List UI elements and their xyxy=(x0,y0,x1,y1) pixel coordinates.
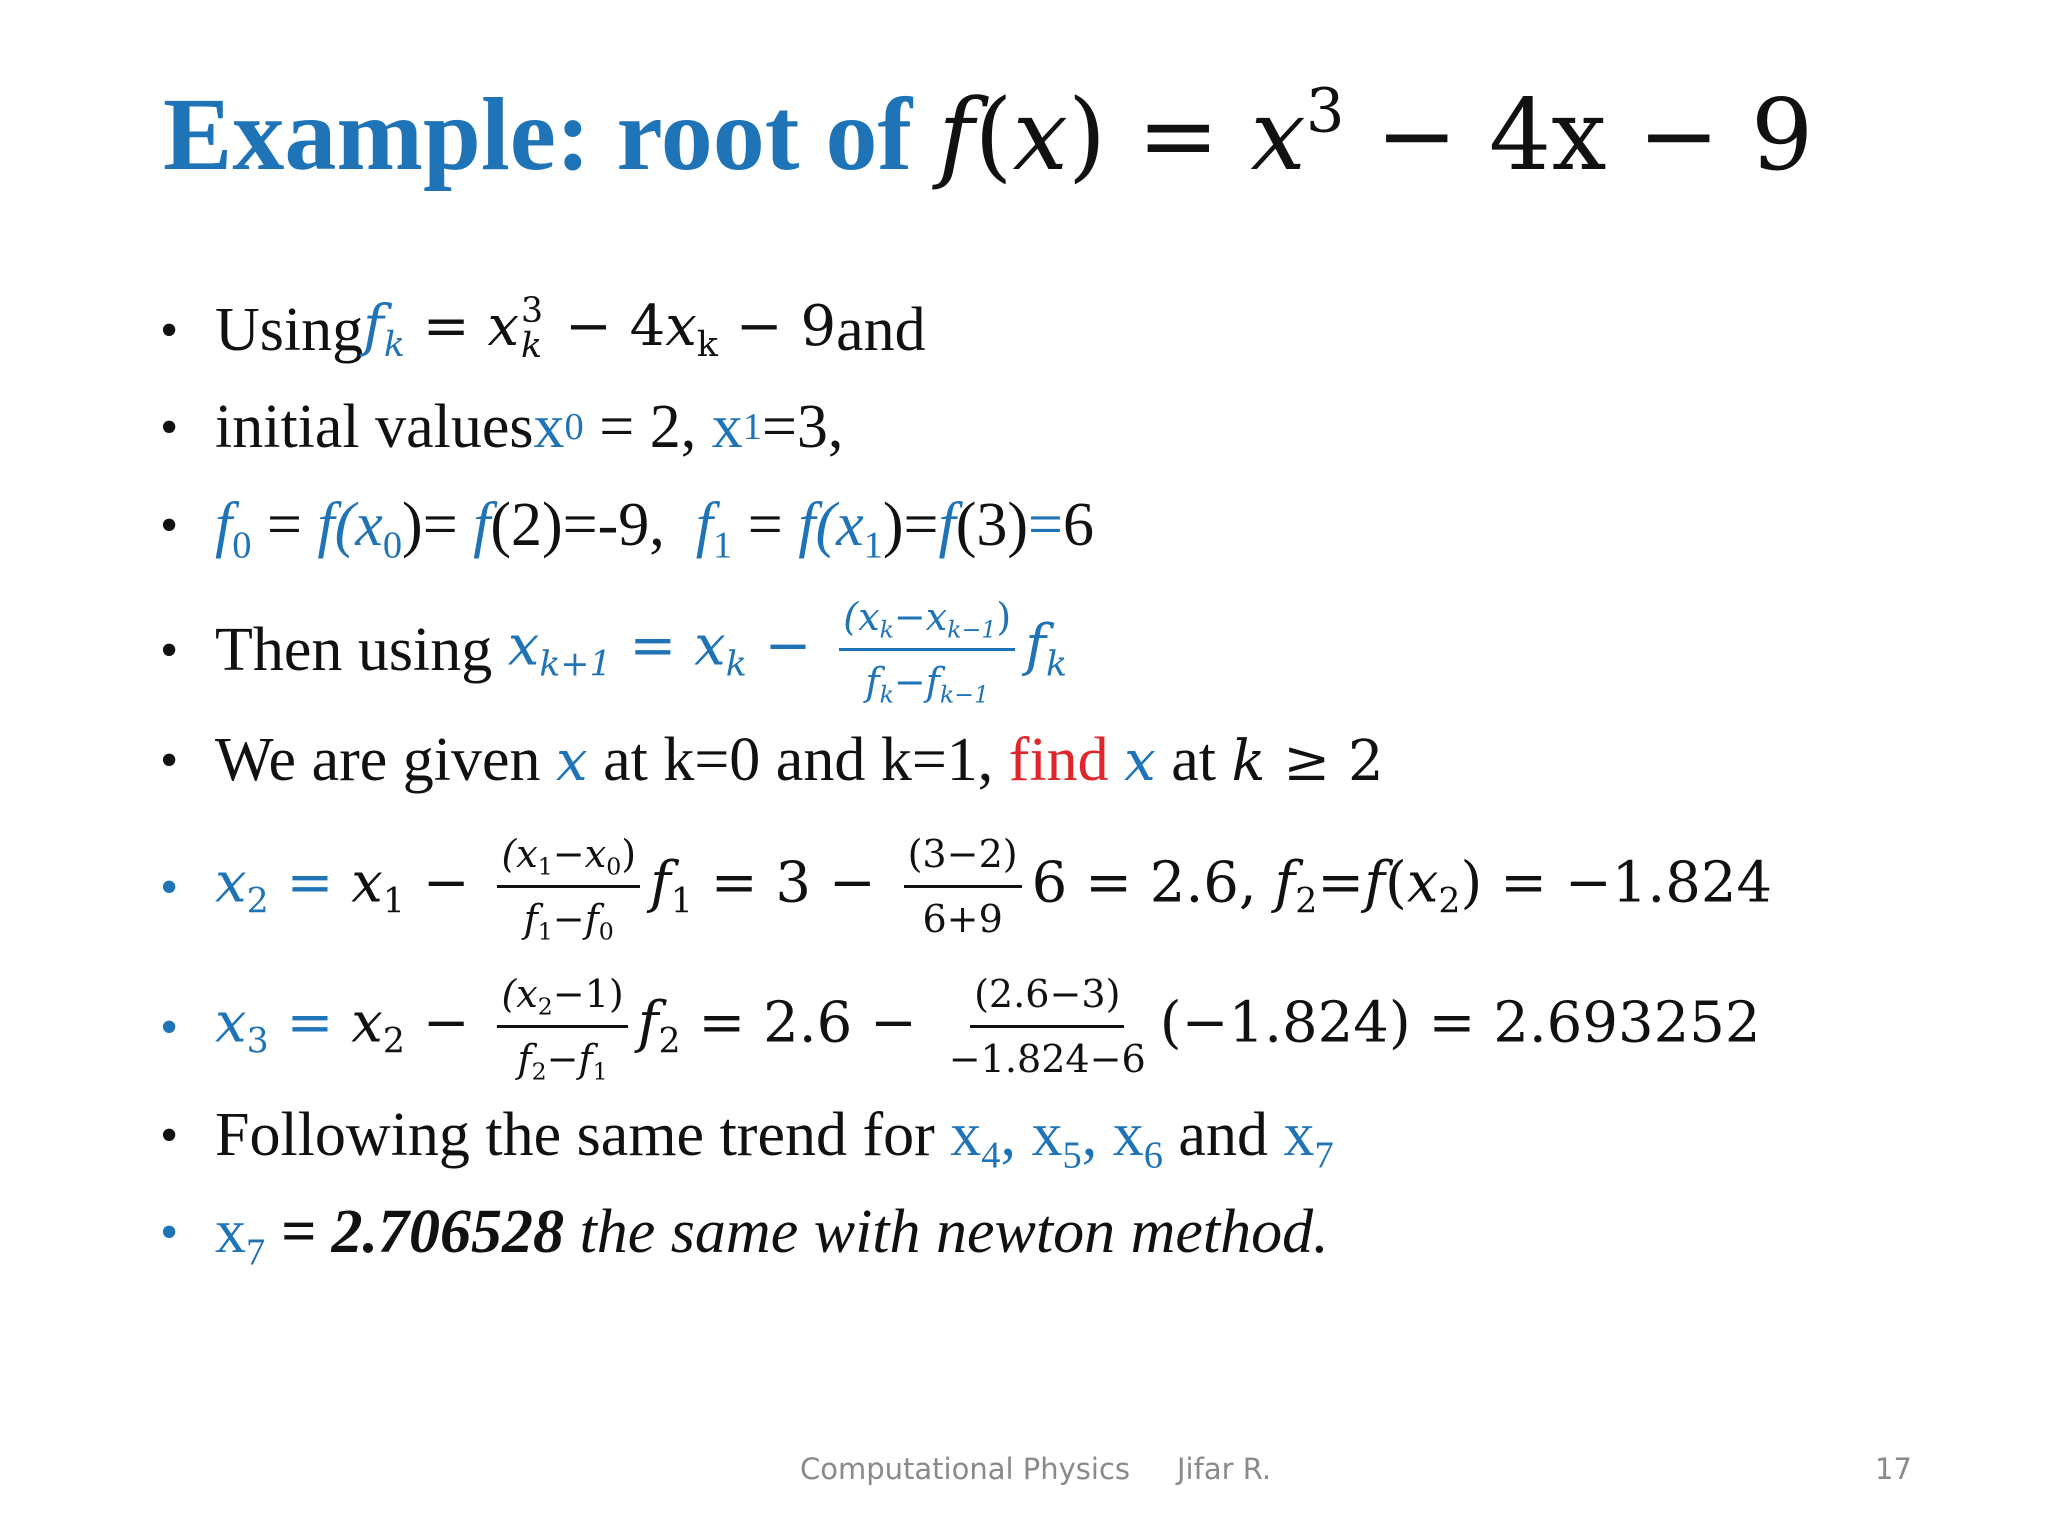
slide-number: 17 xyxy=(1875,1452,1912,1486)
bullet-item-x3 xyxy=(160,960,1760,1095)
bullet-item-result: • $x_7 = 2.706528$ the same with newton method. xyxy=(160,1197,1329,1273)
find-highlight: find xyxy=(1008,725,1109,794)
bullet-item-secant-formula: • Then using $x_{k+1} = x_k$ − $\frac{(x_k-x_{k-1})}{f_k-f_{k-1}}$ $f_k$ xyxy=(160,594,1068,709)
bullet-item-using: • Using $f_k = x$ 3 k − $4x_k - 9$ and xyxy=(160,291,926,366)
formula-x3: $x_3 = x_2$ − $\frac{(x_2-1)}{f_2-f_1}$ $f_2 = 2.6$ − $\frac{(2.6-3)}{-1.824-6}$ (−1.824) = 2.693252 xyxy=(215,972,1761,1086)
bullet-dot: • xyxy=(160,731,179,789)
slide-title xyxy=(163,78,1813,192)
bullet-dot: • xyxy=(160,621,179,679)
fraction: $\frac{(x_1-x_0)}{f_1-f_0}$ xyxy=(497,831,640,943)
bullet-item-x2 xyxy=(160,820,1772,955)
bullet-dot: • xyxy=(160,999,179,1056)
formula-x2: $x_2 = x_1$ − $\frac{(x_1-x_0)}{f_1-f_0}$ $f_1 = 3$ − $\frac{(3-2)}{6+9}$ 6 = 2.6, $f_2=f(x_2) = -1.824$ xyxy=(215,832,1773,946)
bullet-dot: • xyxy=(160,859,179,916)
bullet-dot: • xyxy=(160,1203,179,1261)
formula-fk: $f_k = x$ 3 k − $4x_k - 9$ xyxy=(363,291,837,366)
bullet-dot: • xyxy=(160,398,179,456)
title-text: Example: root of xyxy=(163,77,939,192)
result-value: = 2.706528 xyxy=(265,1197,565,1266)
fraction: $\frac{(2.6-3)}{-1.824-6}$ xyxy=(948,972,1146,1081)
formula-secant: $x_{k+1} = x_k$ − $\frac{(x_k-x_{k-1})}{f_k-f_{k-1}}$ $f_k$ xyxy=(507,594,1068,709)
bullet-dot: • xyxy=(160,1106,179,1164)
fraction: $\frac{(x_k-x_{k-1})}{f_k-f_{k-1}}$ xyxy=(839,594,1015,706)
footer-author: Jifar R. xyxy=(1177,1452,1272,1486)
bullet-item-given: • We are given x at k=0 and k=1, find x at k ≥ 2 xyxy=(160,725,1384,794)
bullet-dot: • xyxy=(160,496,179,554)
bullet-item-following: • Following the same trend for $x_4$, $x_5$, $x_6$ and $x_7$ xyxy=(160,1100,1334,1176)
bullet-dot: • xyxy=(160,301,179,359)
bullet-item-f-values: • $f_0 = f(x_0)= f(2)=-9$, $f_1 = f(x_1)=f(3)=6$ xyxy=(160,490,1094,566)
footer-course: Computational Physics xyxy=(800,1452,1131,1486)
bullet-item-initial-values: • initial values x 0 = 2, x 1 =3, xyxy=(160,392,844,461)
title-formula: $f(x) = x^3 - 4x - 9$ xyxy=(938,76,1814,193)
fraction: $\frac{(x_2-1)}{f_2-f_1}$ xyxy=(497,971,627,1083)
fraction: $\frac{(3-2)}{6+9}$ xyxy=(904,831,1022,943)
